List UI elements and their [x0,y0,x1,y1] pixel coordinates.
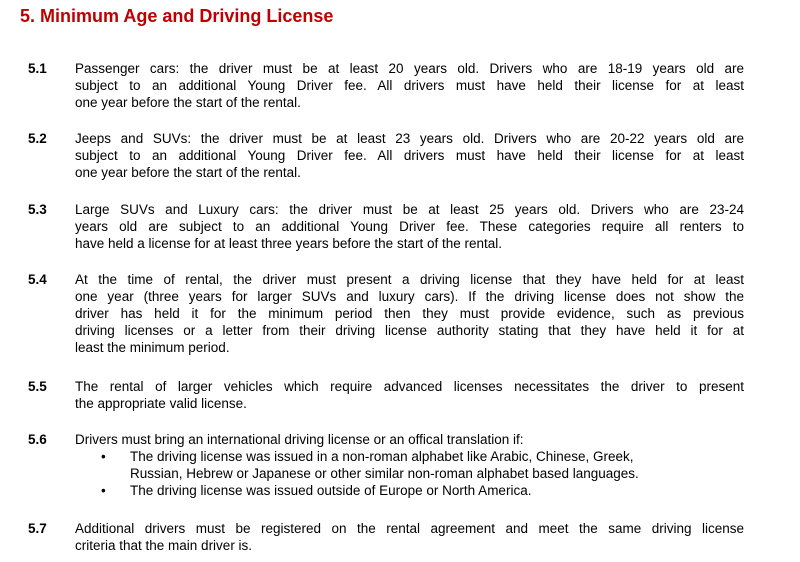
clause-number: 5.2 [28,131,47,146]
bullet-dot-icon: • [101,449,106,464]
clause-text [75,60,744,111]
clause-line: The rental of larger vehicles which require advanced licenses necessitates the driver to present [75,379,744,394]
clause-line: one year before the start of the rental. [75,165,301,180]
clause-text [75,130,744,181]
clause-line: subject to an additional Young Driver fee. All drivers must have held their license for at least [75,148,744,163]
clause-line: the appropriate valid license. [75,396,247,411]
clause-line: one year (three years for larger SUVs and luxury cars). If the driving license does not show the [75,289,744,304]
clause-line: least the minimum period. [75,340,230,355]
clause-text [75,201,744,252]
bullet-item [75,448,744,482]
clause-line: years old are subject to an additional Young Driver fee. These categories require all renters to [75,219,744,234]
clause-text [75,431,744,499]
clause-line: At the time of rental, the driver must present a driving license that they have held for at least [75,272,744,287]
bullet-line: Russian, Hebrew or Japanese or other similar non-roman alphabet based languages. [130,466,639,481]
clause-line: Jeeps and SUVs: the driver must be at least 23 years old. Drivers who are 20-22 years old are [75,131,744,146]
bullet-item [75,482,744,499]
clause-line: Large SUVs and Luxury cars: the driver must be at least 25 years old. Drivers who are 23-24 [75,202,744,217]
bullet-line: The driving license was issued outside of Europe or North America. [130,483,532,498]
section-heading: 5. Minimum Age and Driving License [20,6,334,26]
clause-line: have held a license for at least three years before the start of the rental. [75,236,502,251]
clause-text [75,378,744,412]
clause-number: 5.3 [28,202,47,217]
bullet-line: The driving license was issued in a non-roman alphabet like Arabic, Chinese, Greek, [130,449,634,464]
clause-line: one year before the start of the rental. [75,95,301,110]
clause-number: 5.4 [28,272,47,287]
clause-number: 5.1 [28,61,47,76]
clause-line: criteria that the main driver is. [75,538,253,553]
clause-text [75,520,744,554]
clause-line: Passenger cars: the driver must be at least 20 years old. Drivers who are 18-19 years old are [75,61,744,76]
bullet-dot-icon: • [101,483,106,498]
clause-line: Additional drivers must be registered on the rental agreement and meet the same driving license [75,521,744,536]
clause-number: 5.6 [28,432,47,447]
clause-number: 5.5 [28,379,47,394]
clause-line: Drivers must bring an international driving license or an offical translation if: [75,432,524,447]
clause-line: driver has held it for the minimum period then they must provide evidence, such as previous [75,306,744,321]
clause-line: subject to an additional Young Driver fee. All drivers must have held their license for at least [75,78,744,93]
clause-text [75,271,744,356]
bullet-list [75,448,744,499]
clause-number: 5.7 [28,521,47,536]
clause-line: driving licenses or a letter from their driving license authority stating that they have held it for at [75,323,744,338]
